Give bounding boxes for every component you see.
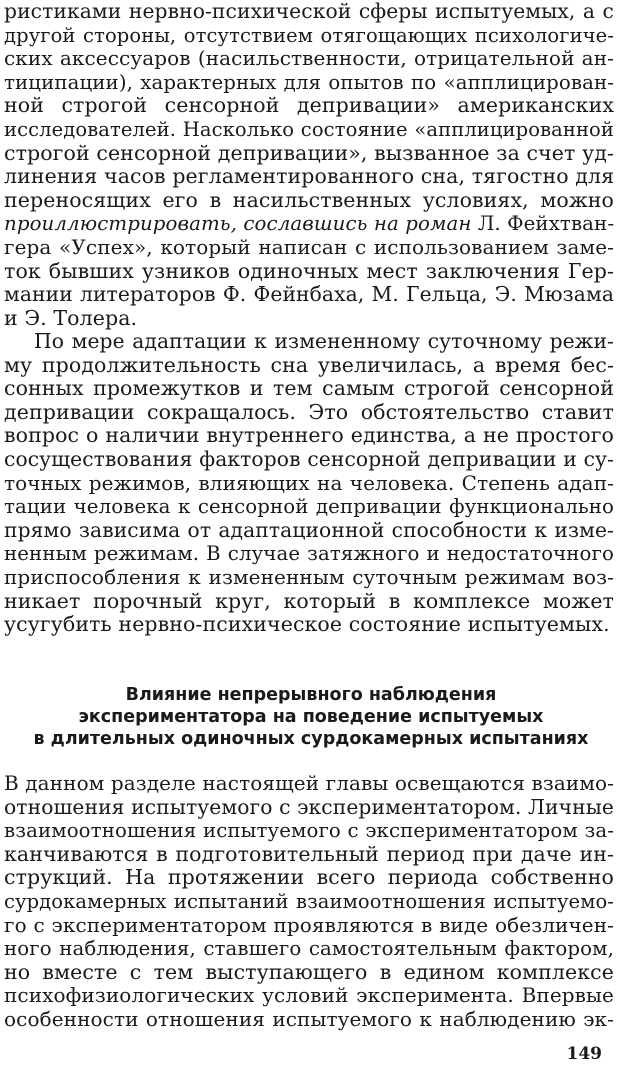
heading-line: экспериментатора на поведение испытуемых xyxy=(78,707,544,727)
text-line-italic: проиллюстрировать, сославшись на роман Л. Фейхтван- xyxy=(4,212,614,236)
text-line: тиципации), характерных для опытов по «апплицирован- xyxy=(4,70,614,94)
text-line: гера «Успех», который написан с использованием заме- xyxy=(4,235,614,259)
text-line: ной строгой сенсорной депривации» американских xyxy=(4,94,614,118)
text-line: приспособления к измененным суточным режимам воз- xyxy=(4,565,614,589)
paragraph-2 xyxy=(4,330,614,637)
text-line: взаимоотношения испытуемого с экспериментатором за- xyxy=(4,819,614,843)
heading-line: Влияние непрерывного наблюдения xyxy=(125,685,497,705)
text-line: переносящих его в насильственных условиях, можно xyxy=(4,188,614,212)
text-line: По мере адаптации к измененному суточному режи- xyxy=(34,330,614,353)
text-line: мании литераторов Ф. Фейнбаха, М. Гельца, Э. Мюзама xyxy=(4,283,614,307)
text-line: сонных промежутков и тем самым строгой сенсорной xyxy=(4,377,614,401)
text-line: и Э. Толера. xyxy=(4,306,138,330)
paragraph-3 xyxy=(4,772,614,1032)
text-line: ристиками нервно-психической сферы испытуемых, а с xyxy=(4,0,614,23)
text-line: В данном разделе настоящей главы освещаются взаимо- xyxy=(4,772,614,795)
text-line: му продолжительность сна увеличилась, а время бес- xyxy=(4,353,614,377)
section-heading xyxy=(4,684,618,750)
text-line: прямо зависима от адаптационной способности к изме- xyxy=(4,518,614,542)
text-line: но вместе с тем выступающего в едином комплексе xyxy=(4,960,614,984)
text-line: вопрос о наличии внутреннего единства, а не простого xyxy=(4,424,614,448)
text-line: канчиваются в подготовительный период при даче ин- xyxy=(4,842,614,866)
text-line: депривации сокращалось. Это обстоятельство ставит xyxy=(4,400,614,424)
text-line: струкций. На протяжении всего периода собственно xyxy=(4,866,614,890)
book-page xyxy=(4,0,614,1069)
text-line: ских аксессуаров (насильственности, отрицательной ан- xyxy=(4,47,614,71)
paragraph-1 xyxy=(4,0,614,330)
text-line: ного наблюдения, ставшего самостоятельным фактором, xyxy=(4,937,614,961)
heading-line: в длительных одиночных сурдокамерных испытаниях xyxy=(33,729,589,749)
text-line: исследователей. Насколько состояние «апплицированной xyxy=(4,117,614,141)
text-line: никает порочный круг, который в комплексе может xyxy=(4,589,614,613)
text-line: го с экспериментатором проявляются в виде обезличен- xyxy=(4,913,614,937)
text-line: усугубить нервно-психическое состояние испытуемых. xyxy=(4,613,610,637)
text-line: линения часов регламентированного сна, тягостно для xyxy=(4,165,614,189)
text-line: психофизиологических условий эксперимента. Впервые xyxy=(4,984,614,1008)
text-line: сурдокамерных испытаний взаимоотношения испытуемо- xyxy=(4,889,614,913)
italic-lead: проиллюстрировать, сославшись на роман xyxy=(4,212,472,236)
text-line: другой стороны, отсутствием отягощающих психологиче- xyxy=(4,23,614,47)
text-line: строгой сенсорной депривации», вызванное за счет уд- xyxy=(4,141,614,165)
page-number: 149 xyxy=(566,1044,602,1064)
text-line: отношения испытуемого с экспериментатором. Личные xyxy=(4,795,614,819)
text-line: ненным режимам. В случае затяжного и недостаточного xyxy=(4,542,614,566)
text-line: сосуществования факторов сенсорной депривации и су- xyxy=(4,447,614,471)
text-line: ток бывших узников одиночных мест заключения Гер- xyxy=(4,259,614,283)
text-line: особенности отношения испытуемого к наблюдению эк- xyxy=(4,1007,614,1031)
text-line: точных режимов, влияющих на человека. Степень адап- xyxy=(4,471,614,495)
text-line: тации человека к сенсорной депривации функционально xyxy=(4,495,614,519)
